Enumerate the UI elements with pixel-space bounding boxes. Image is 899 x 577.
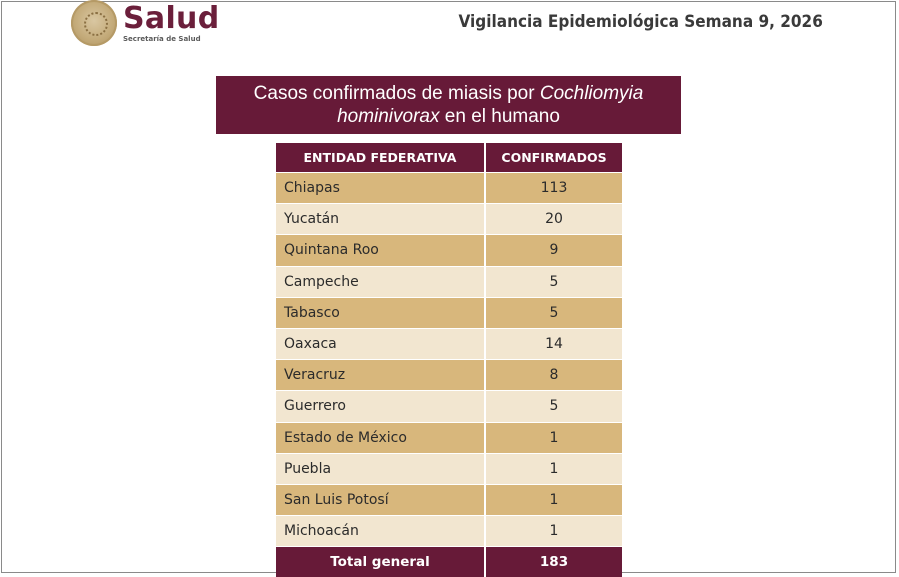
entidad-cell: Yucatán [276,204,486,235]
confirmados-cell: 9 [486,235,622,266]
table-row [276,267,622,298]
confirmados-cell: 1 [486,423,622,454]
table-title-banner [216,76,681,134]
total-label: Total general [276,547,486,577]
confirmados-cell: 1 [486,485,622,516]
total-row [276,547,622,577]
entidad-cell: Quintana Roo [276,235,486,266]
table-row [276,423,622,454]
table-row [276,454,622,485]
entidad-cell: Oaxaca [276,329,486,360]
entidad-cell: Campeche [276,267,486,298]
report-title: Vigilancia Epidemiológica Semana 9, 2026 [458,12,823,32]
brand-name: Salud [123,1,220,36]
cases-table [276,143,622,577]
entidad-cell: Guerrero [276,391,486,422]
confirmados-cell: 5 [486,298,622,329]
title-text-prefix: Casos confirmados de miasis por [253,83,540,104]
column-header-entidad: ENTIDAD FEDERATIVA [276,143,486,173]
salud-logo [71,0,219,46]
title-genus: Cochliomyia [539,83,644,104]
confirmados-cell: 5 [486,391,622,422]
entidad-cell: Estado de México [276,423,486,454]
table-body [276,173,622,577]
brand-block [123,3,219,43]
table-row [276,235,622,266]
table-title-line-2 [337,105,560,128]
confirmados-cell: 1 [486,454,622,485]
confirmados-cell: 5 [486,267,622,298]
confirmados-cell: 8 [486,360,622,391]
table-row [276,360,622,391]
entidad-cell: Puebla [276,454,486,485]
table-row [276,173,622,204]
coat-of-arms-seal-icon [71,0,117,46]
table-row [276,516,622,547]
confirmados-cell: 20 [486,204,622,235]
table-title-line-1 [254,82,644,105]
entidad-cell: Veracruz [276,360,486,391]
title-text-suffix: en el humano [439,106,560,127]
entidad-cell: San Luis Potosí [276,485,486,516]
column-header-confirmados: CONFIRMADOS [486,143,622,173]
table-row [276,298,622,329]
table-row [276,391,622,422]
table-row [276,204,622,235]
confirmados-cell: 14 [486,329,622,360]
table-row [276,485,622,516]
confirmados-cell: 1 [486,516,622,547]
entidad-cell: Tabasco [276,298,486,329]
brand-subtitle: Secretaría de Salud [123,35,201,43]
table-header-row [276,143,622,173]
entidad-cell: Chiapas [276,173,486,204]
total-value: 183 [486,547,622,577]
title-species: hominivorax [337,106,440,127]
entidad-cell: Michoacán [276,516,486,547]
confirmados-cell: 113 [486,173,622,204]
table-row [276,329,622,360]
